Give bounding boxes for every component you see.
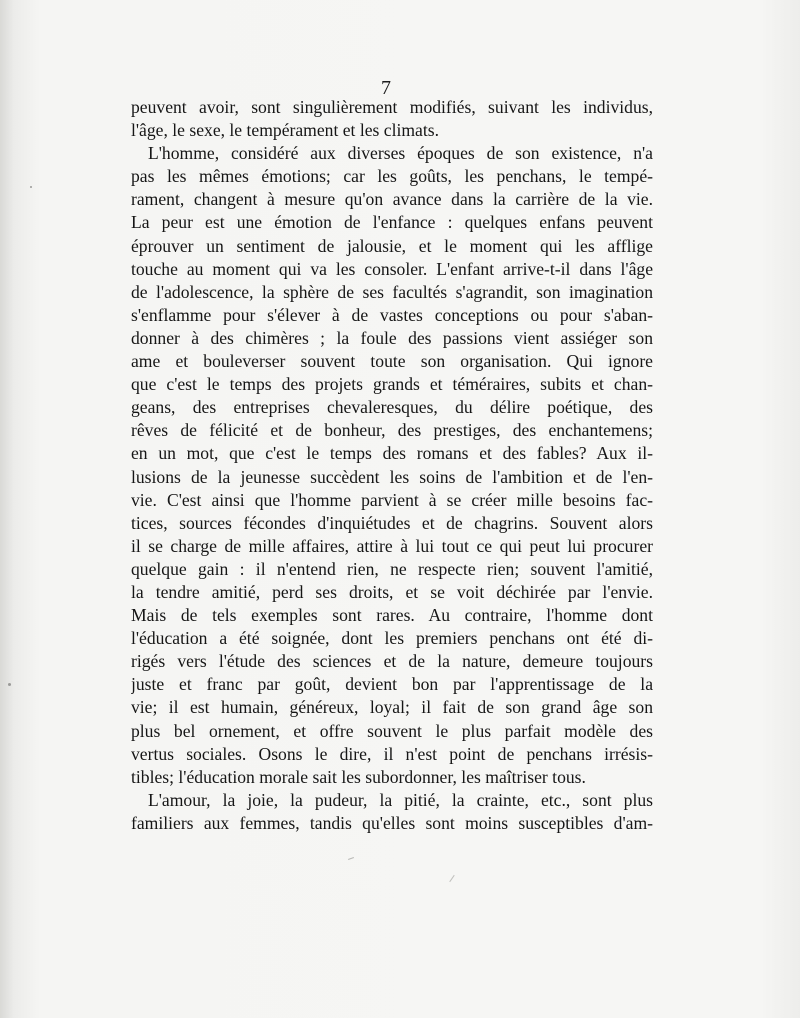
text-line: il se charge de mille affaires, attire à lui tout ce qui peut lui procurer [131,535,653,556]
text-line: plus bel ornement, et offre souvent le plus parfait modèle des [131,720,653,741]
text-line: de l'adolescence, la sphère de ses facultés s'agrandit, son imagination [131,281,653,302]
page-number: 7 [381,77,391,99]
text-line: La peur est une émotion de l'enfance : quelques enfans peuvent [131,212,653,233]
text-line: s'enflamme pour s'élever à de vastes conceptions ou pour s'aban- [131,304,653,325]
text-line: peuvent avoir, sont singulièrement modifiés, suivant les individus, [131,97,653,117]
text-line: lusions de la jeunesse succèdent les soins de l'ambition et de l'en- [131,466,653,487]
text-line: l'éducation a été soignée, dont les premiers penchans ont été di- [131,628,653,649]
text-line: tices, sources fécondes d'inquiétudes et de chagrins. Souvent alors [131,512,653,533]
text-line: Mais de tels exemples sont rares. Au contraire, l'homme dont [131,605,653,626]
text-line: geans, des entreprises chevaleresques, du délire poétique, des [131,397,653,418]
text-line: ame et bouleverser souvent toute son organisation. Qui ignore [131,351,653,372]
text-line: rigés vers l'étude des sciences et de la nature, demeure toujours [131,651,653,672]
text-line: vie; il est humain, généreux, loyal; il fait de son grand âge son [131,697,653,718]
text-line: familiers aux femmes, tandis qu'elles sont moins susceptibles d'am- [131,812,653,833]
text-line: juste et franc par goût, devient bon par l'apprentissage de la [131,674,653,695]
text-line: L'amour, la joie, la pudeur, la pitié, la crainte, etc., sont plus [148,789,653,810]
text-line: que c'est le temps des projets grands et téméraires, subits et chan- [131,374,653,395]
text-line: la tendre amitié, perd ses droits, et se voit déchirée par l'envie. [131,581,653,602]
text-line: vie. C'est ainsi que l'homme parvient à se créer mille besoins fac- [131,489,653,510]
text-line: rêves de félicité et de bonheur, des prestiges, des enchantemens; [131,420,653,441]
body-text [131,96,653,835]
text-line: quelque gain : il n'entend rien, ne respecte rien; souvent l'amitié, [131,558,653,579]
paper-speck [30,186,32,188]
text-line: rament, changent à mesure qu'on avance dans la carrière de la vie. [131,189,653,210]
paper-speck [8,683,11,686]
text-line: tibles; l'éducation morale sait les subordonner, les maîtriser tous. [131,766,586,787]
paper-scratch [449,875,454,882]
text-line: en un mot, que c'est le temps des romans et des fables? Aux il- [131,443,653,464]
text-line: pas les mêmes émotions; car les goûts, les penchans, le tempé- [131,166,653,187]
text-line: L'homme, considéré aux diverses époques de son existence, n'a [148,143,653,164]
text-line: l'âge, le sexe, le tempérament et les climats. [131,120,440,141]
text-line: donner à des chimères ; la foule des passions vient assiéger son [131,327,653,348]
paper-scratch [348,857,354,860]
text-line: vertus sociales. Osons le dire, il n'est point de penchans irrésis- [131,743,653,764]
text-line: touche au moment qui va les consoler. L'enfant arrive-t-il dans l'âge [131,258,653,279]
text-line: éprouver un sentiment de jalousie, et le moment qui les afflige [131,235,653,256]
